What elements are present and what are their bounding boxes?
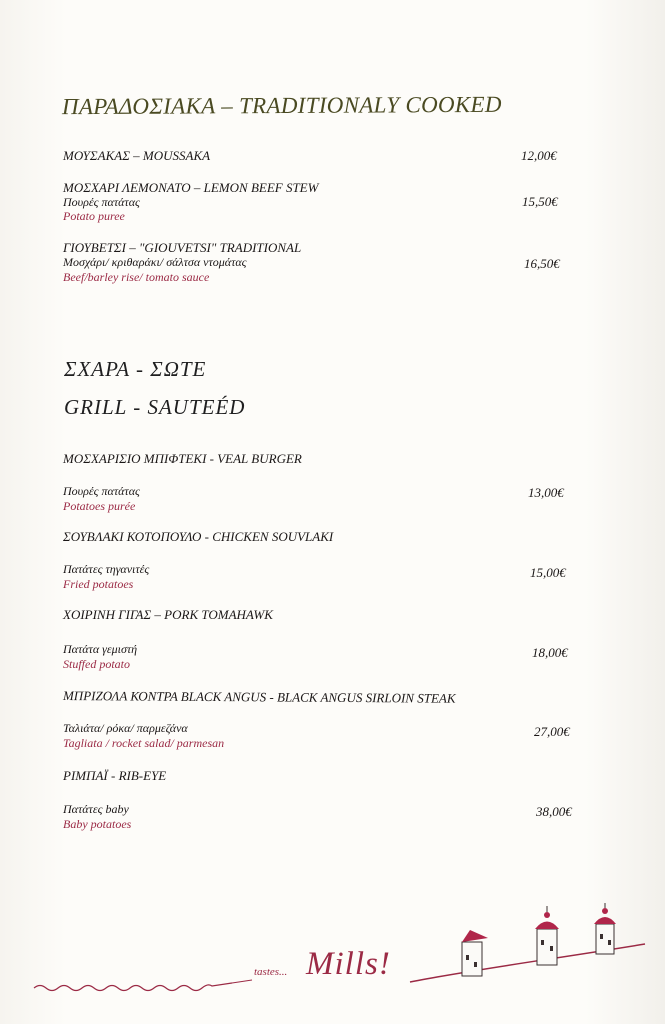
dish-lemon-beef-side-en: Potato puree xyxy=(63,209,125,223)
dish-veal-burger-side-gr: Πουρές πατάτας xyxy=(63,484,140,498)
dish-moussaka-name: ΜΟΥΣΑΚΑΣ – MOUSSAKA xyxy=(63,148,211,163)
logo-tastes: tastes... xyxy=(254,966,288,978)
dish-moussaka-price: 12,00€ xyxy=(521,148,557,163)
dish-veal-burger-side-en: Potatoes purée xyxy=(63,499,136,513)
dish-black-angus-price: 27,00€ xyxy=(534,724,570,739)
dish-ribeye-side-en: Baby potatoes xyxy=(63,817,132,831)
dish-giouvetsi-side-gr: Μοσχάρι/ κριθαράκι/ σάλτσα ντομάτας xyxy=(63,255,247,269)
dish-ribeye-side-gr: Πατάτες baby xyxy=(63,802,129,816)
dish-pork-tomahawk-price: 18,00€ xyxy=(532,645,568,660)
dish-chicken-souvlaki-side-gr: Πατάτες τηγανιτές xyxy=(63,562,150,576)
windmill-icon xyxy=(535,906,559,965)
dish-veal-burger-name: ΜΟΣΧΑΡΙΣΙΟ ΜΠΙΦΤΕΚΙ - VEAL BURGER xyxy=(63,451,302,466)
dish-chicken-souvlaki-side-en: Fried potatoes xyxy=(63,577,134,591)
dish-veal-burger-price: 13,00€ xyxy=(528,485,564,500)
logo-mills: Mills! xyxy=(306,946,391,982)
dish-black-angus-name: ΜΠΡΙΖΟΛΑ ΚΟΝΤΡΑ BLACK ANGUS - BLACK ANGUS SIRLOIN STEAK xyxy=(62,688,456,706)
grill-heading-gr: ΣΧΑΡΑ - ΣΩΤΕ xyxy=(64,357,207,381)
dish-ribeye-price: 38,00€ xyxy=(536,804,572,819)
dish-black-angus-side-gr: Ταλιάτα/ ρόκα/ παρμεζάνα xyxy=(63,721,188,735)
dish-black-angus-side-en: Tagliata / rocket salad/ parmesan xyxy=(63,736,225,750)
dish-giouvetsi-name: ΓΙΟΥΒΕΤΣΙ – "GIOUVETSI" TRADITIONAL xyxy=(63,240,302,255)
dish-giouvetsi-price: 16,50€ xyxy=(524,256,560,271)
traditional-heading: ΠΑΡΑΔΟΣΙΑΚΑ – TRADITIONALY COOKED xyxy=(61,91,502,120)
windmill-icon xyxy=(594,903,616,954)
grill-heading-en: GRILL - SAUTEÉD xyxy=(64,395,246,419)
dish-pork-tomahawk-side-gr: Πατάτα γεμιστή xyxy=(63,642,138,656)
dish-ribeye-name: ΡΙΜΠΑΪ - RIB-EYE xyxy=(63,768,167,783)
dish-lemon-beef-price: 15,50€ xyxy=(522,194,558,209)
dish-pork-tomahawk-side-en: Stuffed potato xyxy=(63,657,130,671)
dish-chicken-souvlaki-name: ΣΟΥΒΛΑΚΙ ΚΟΤΟΠΟΥΛΟ - CHICKEN SOUVLAKI xyxy=(63,529,334,544)
dish-lemon-beef-side-gr: Πουρές πατάτας xyxy=(63,195,140,209)
dish-pork-tomahawk-name: ΧΟΙΡΙΝΗ ΓΙΓΑΣ – PORK TOMAHAWK xyxy=(63,607,273,622)
dish-lemon-beef-name: ΜΟΣΧΑΡΙ ΛΕΜΟΝΑΤΟ – LEMON BEEF STEW xyxy=(63,180,319,195)
dish-giouvetsi-side-en: Beef/barley rise/ tomato sauce xyxy=(63,270,210,284)
squiggle-line xyxy=(34,983,232,991)
dish-chicken-souvlaki-price: 15,00€ xyxy=(530,565,566,580)
